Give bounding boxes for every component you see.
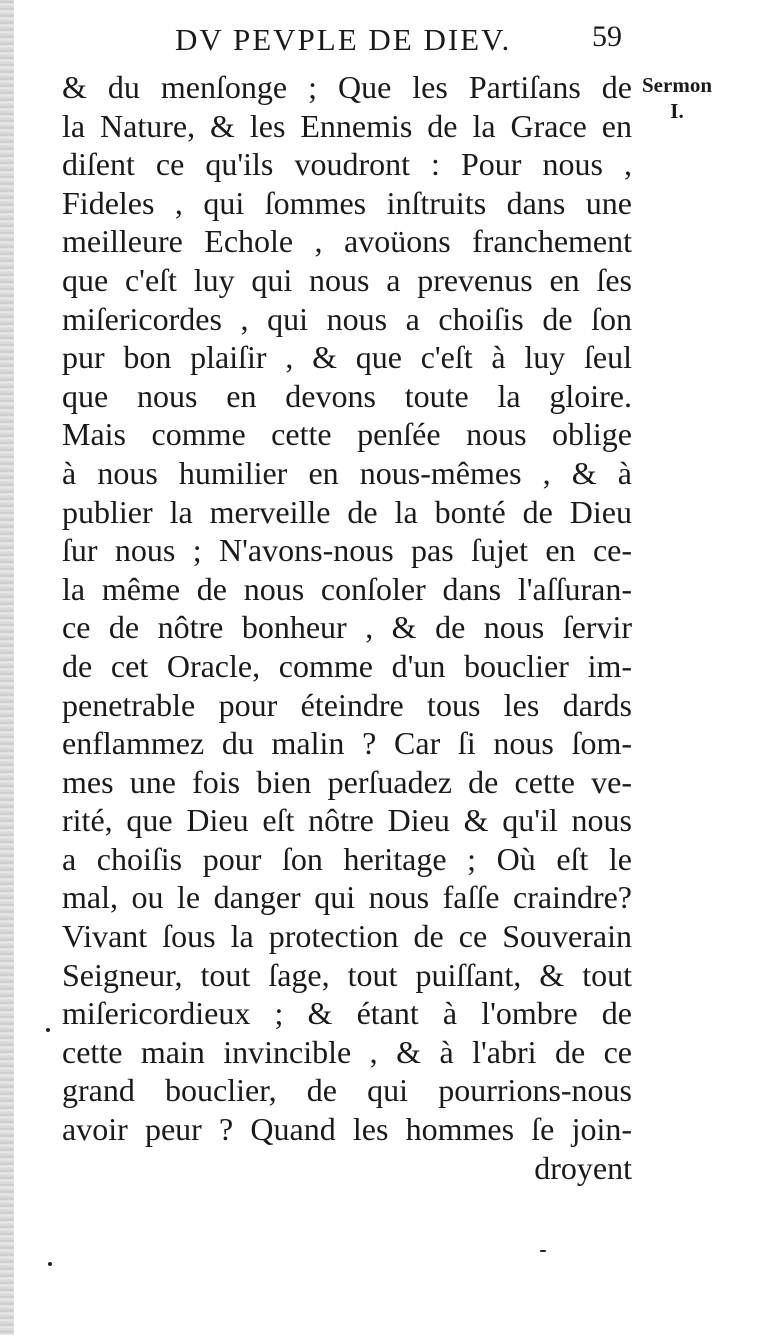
ink-speck — [48, 1262, 52, 1266]
text-line: ſur nous ; N'avons-nous pas ſujet en ce- — [62, 532, 632, 569]
text-line: miſericordes , qui nous a choiſis de ſon — [62, 300, 632, 337]
text-line: miſericordieux ; & étant à l'ombre de — [62, 995, 632, 1032]
text-line: enflammez du malin ? Car ſi nous ſom- — [62, 725, 632, 762]
page-binding-edge — [0, 0, 14, 1335]
text-line: que nous en devons toute la gloire. — [62, 377, 632, 414]
text-line: a choiſis pour ſon heritage ; Où eſt le — [62, 840, 632, 877]
page-number: 59 — [592, 20, 622, 53]
text-line: pur bon plaiſir , & que c'eſt à luy ſeul — [62, 339, 632, 376]
text-line: Vivant ſous la protection de ce Souverain — [62, 918, 632, 955]
text-line: diſent ce qu'ils voudront : Pour nous , — [62, 146, 632, 183]
text-line: de cet Oracle, comme d'un bouclier im- — [62, 647, 632, 684]
text-line: ce de nôtre bonheur , & de nous ſervir — [62, 609, 632, 646]
text-line: publier la merveille de la bonté de Dieu — [62, 493, 632, 530]
text-line: Fideles , qui ſommes inſtruits dans une — [62, 184, 632, 221]
text-line: avoir peur ? Quand les hommes ſe join- — [62, 1111, 632, 1148]
text-line: rité, que Dieu eſt nôtre Dieu & qu'il nous — [62, 802, 632, 839]
body-text — [62, 68, 632, 1187]
ink-speck — [540, 1250, 546, 1252]
catchword: droyent — [534, 1149, 632, 1186]
text-line: cette main invincible , & à l'abri de ce — [62, 1033, 632, 1070]
text-line: Mais comme cette penſée nous oblige — [62, 416, 632, 453]
margin-note — [634, 72, 720, 124]
text-line: mal, ou le danger qui nous faſſe craindre? — [62, 879, 632, 916]
running-title: DV PEVPLE DE DIEV. — [175, 22, 512, 57]
text-line: que c'eſt luy qui nous a prevenus en ſes — [62, 261, 632, 298]
text-line: la Nature, & les Ennemis de la Grace en — [62, 107, 632, 144]
text-line: mes une fois bien perſuadez de cette ve- — [62, 763, 632, 800]
ink-speck — [46, 1028, 50, 1032]
text-line: & du menſonge ; Que les Partiſans de — [62, 69, 632, 105]
text-line: penetrable pour éteindre tous les dards — [62, 686, 632, 723]
text-line: Seigneur, tout ſage, tout puiſſant, & tout — [62, 956, 632, 993]
text-line: grand bouclier, de qui pourrions-nous — [62, 1072, 632, 1109]
margin-note-number: I. — [670, 99, 684, 123]
text-line: la même de nous conſoler dans l'aſſuran- — [62, 570, 632, 607]
margin-note-sermon: Sermon — [642, 73, 712, 97]
text-line: meilleure Echole , avoüons franchement — [62, 223, 632, 260]
text-line: à nous humilier en nous-mêmes , & à — [62, 454, 632, 491]
